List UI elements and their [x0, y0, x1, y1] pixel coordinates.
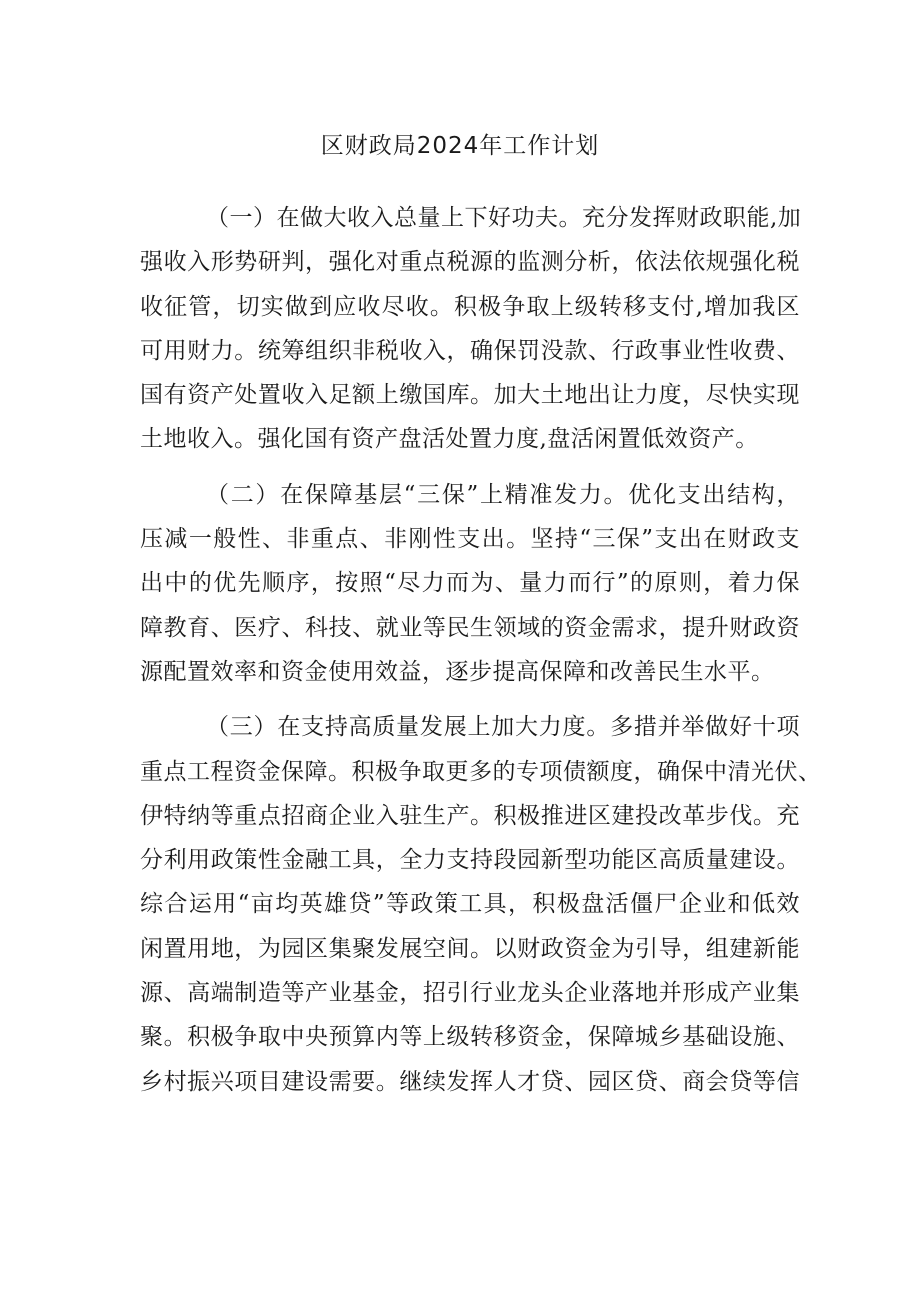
- paragraph-line: （三）在支持高质量发展上加大力度。多措并举做好十项: [206, 714, 800, 741]
- document-body: [140, 196, 822, 1104]
- paragraph-line: 国有资产处置收入足额上缴国库。加大土地出让力度，尽快实现: [140, 382, 800, 409]
- paragraph-line: 障教育、医疗、科技、就业等民生领域的资金需求，提升财政资: [140, 614, 800, 641]
- paragraph-line: 源、高端制造等产业基金，招引行业龙头企业落地并形成产业集: [140, 980, 800, 1007]
- paragraph-3: [140, 705, 822, 1104]
- paragraph-line: 收征管，切实做到应收尽收。积极争取上级转移支付,增加我区: [140, 293, 800, 320]
- paragraph-line: （二）在保障基层“三保”上精准发力。优化支出结构，: [206, 481, 800, 508]
- paragraph-line: 综合运用“亩均英雄贷”等政策工具，积极盘活僵尸企业和低效: [140, 891, 800, 918]
- paragraph-line: 出中的优先顺序，按照“尽力而为、量力而行”的原则，着力保: [140, 570, 800, 597]
- paragraph-2: [140, 473, 800, 694]
- paragraph-line: 伊特纳等重点招商企业入驻生产。积极推进区建投改革步伐。充: [140, 802, 800, 829]
- document-title: 区财政局2024年工作计划: [320, 133, 600, 159]
- paragraph-1: [140, 196, 800, 462]
- paragraph-line: （一）在做大收入总量上下好功夫。充分发挥财政职能,加: [206, 205, 802, 231]
- paragraph-line: 压减一般性、非重点、非刚性支出。坚持“三保”支出在财政支: [140, 526, 800, 553]
- paragraph-line: 重点工程资金保障。积极争取更多的专项债额度，确保中清光伏、: [140, 758, 822, 785]
- paragraph-line: 源配置效率和资金使用效益，逐步提高保障和改善民生水平。: [140, 658, 775, 685]
- paragraph-line: 可用财力。统筹组织非税收入，确保罚没款、行政事业性收费、: [140, 337, 800, 364]
- paragraph-line: 闲置用地，为园区集聚发展空间。以财政资金为引导，组建新能: [140, 935, 800, 962]
- paragraph-line: 土地收入。强化国有资产盘活处置力度,盘活闲置低效资产。: [140, 426, 759, 453]
- paragraph-line: 强收入形势研判，强化对重点税源的监测分析，依法依规强化税: [140, 249, 800, 276]
- paragraph-line: 聚。积极争取中央预算内等上级转移资金，保障城乡基础设施、: [140, 1024, 800, 1051]
- paragraph-line: 乡村振兴项目建设需要。继续发挥人才贷、园区贷、商会贷等信: [140, 1068, 800, 1095]
- paragraph-line: 分利用政策性金融工具，全力支持段园新型功能区高质量建设。: [140, 847, 800, 874]
